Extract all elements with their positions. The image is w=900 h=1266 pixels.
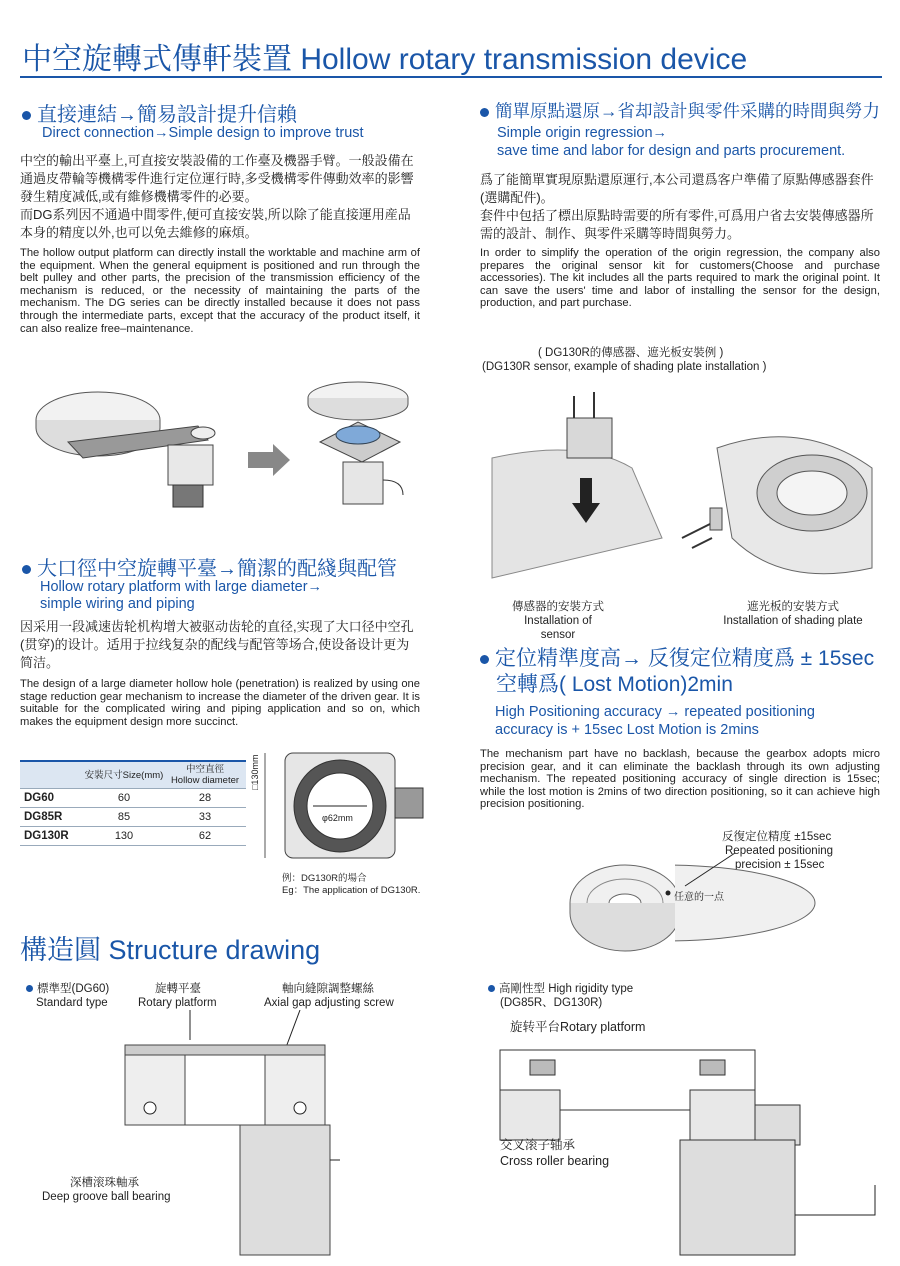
sec4-en-para: The mechanism part have no backlash, because the gearbox adopts micro precision gear, and it can eliminate the backlash through its own adjusting mechanism. The repeated positioning accuracy of single direction is 15sec; while the lost motion is 2mins of two direction positioning, so it can achieve high precision positioning.: [480, 748, 880, 811]
positioning-disc-illustration: [565, 848, 675, 968]
rigid-rotary-label: 旋转平台Rotary platform: [510, 1020, 646, 1034]
sec4-subheading-1: High Positioning accuracy → repeated positioning: [495, 704, 815, 720]
deep-groove-cn: 深槽滚珠軸承: [70, 1177, 139, 1189]
rotary-platform-cn: 旋轉平臺: [155, 983, 201, 995]
dim-side-label: □130mm: [250, 754, 260, 790]
sensor-installation-illustration: [482, 378, 882, 593]
title-underline: [20, 76, 882, 78]
standard-type-label: 標準型(DG60): [26, 982, 109, 996]
axial-gap-en: Axial gap adjusting screw: [264, 997, 394, 1009]
axial-gap-cn: 軸向縫隙調整螺絲: [282, 983, 374, 995]
rotary-platform-en: Rotary platform: [138, 997, 217, 1009]
sec2-subheading-1: Simple origin regression→: [497, 125, 668, 141]
sec3-subheading-2: simple wiring and piping: [40, 596, 195, 612]
sec1-en-para: The hollow output platform can directly install the worktable and machine arm of the equipment. When the general equipment is positioned and run through the belt pulley and other parts, the precision of the transmission efficiency of the mechanism is reduced, or the necessity of maintaining the parts of the mechanism. The DG series can be directly installed because it does not pass through the intermediate parts, except that the accuracy of the product itself, it can also realize free–maintenance.: [20, 247, 420, 335]
sec3-heading: 大口徑中空旋轉平臺→簡潔的配綫與配管: [22, 552, 397, 581]
bullet-icon: [26, 985, 33, 992]
dim-hole-label: φ62mm: [322, 813, 353, 823]
sec1-heading: 直接連結→簡易設計提升信賴: [22, 98, 297, 127]
standard-type-cross-section: [120, 1010, 340, 1260]
sec3-subheading-1: Hollow rotary platform with large diameter→: [40, 579, 323, 595]
sec3-cn-para: 因采用一段减速齿轮机构增大被驱动齿轮的直径,实现了大口径中空孔(贯穿)的设计。适用于拉线复杂的配线与配管等场合,使设备设计更为简洁。: [20, 619, 414, 670]
table-row: DG60 60 28: [20, 789, 246, 808]
sec1-cn-para2: 而DG系列因不通過中間零件,便可直接安裝,所以除了能直接運用産品本身的精度以外,也可以免去維修的麻煩。: [20, 207, 411, 240]
page-title: 中空旋轉式傳軒裝置 Hollow rotary transmission device: [22, 43, 748, 76]
table-header-hollow: 中空直徑 Hollow diameter: [164, 761, 246, 789]
sec1-cn-para1: 中空的輸出平臺上,可直接安裝設備的工作臺及機器手臂。一般設備在通過皮帶輪等機構零件進行定位運行時,多受機構零件傳動效率的影響發生精度减低,或有維修機構零件的必要。: [20, 153, 414, 204]
structure-title: 構造圓 Structure drawing: [20, 935, 321, 965]
table-row: DG85R 85 33: [20, 808, 246, 827]
sec4-heading-2: 空轉爲( Lost Motion)2min: [496, 673, 733, 696]
sensor-caption-en: (DG130R sensor, example of shading plate installation ): [482, 361, 767, 373]
bullet-icon: [480, 108, 489, 117]
bullet-icon: [480, 655, 489, 664]
arbitrary-point-label: 任意的一点: [674, 892, 724, 903]
bullet-icon: [22, 111, 31, 120]
sec2-en-para: In order to simplify the operation of the origin regression, the company also prepares the original sensor kit for customers(Choose and purchase accessories). The kit includes all the parts required to mark the original point. It can save the users' time and labor of installing the sensor for the design, production, and part purchase.: [480, 247, 880, 310]
accuracy-disc-right: [675, 848, 835, 968]
accuracy-label-en-1: Repeated positioning: [725, 845, 834, 857]
rigid-models-label: (DG85R、DG130R): [500, 997, 603, 1009]
sec2-cn-para1: 爲了能簡單實現原點還原運行,本公司還爲客户準備了原點傳感器套件(選購配件)。: [480, 172, 874, 205]
accuracy-label-cn: 反復定位精度 ±15sec: [722, 831, 832, 843]
bullet-icon: [488, 985, 495, 992]
sec4-subheading-2: accuracy is + 15sec Lost Motion is 2mins: [495, 722, 759, 738]
cross-roller-en: Cross roller bearing: [500, 1154, 610, 1168]
dg130r-caption: 例：DG130R的場合 Eg：The application of DG130R.: [282, 873, 421, 896]
sec2-cn-para2: 套件中包括了標出原點時需要的所有零件,可爲用户省去安裝傳感器所需的設計、制作、與零件采購等時間與勞力。: [480, 208, 874, 241]
rigid-type-label: 高剛性型 High rigidity type: [488, 982, 633, 996]
standard-type-en: Standard type: [36, 997, 108, 1009]
table-header-size: 安裝尺寸Size(mm): [84, 761, 164, 789]
table-row: DG130R 130 62: [20, 827, 246, 846]
table-header-row: [20, 761, 246, 789]
shading-install-label: 遮光板的安裝方式 Installation of shading plate: [723, 601, 863, 627]
sec4-heading-1: 定位精準度高→ 反復定位精度爲 ± 15sec: [480, 642, 874, 672]
sec2-subheading-2: save time and labor for design and parts procurement.: [497, 143, 846, 159]
accuracy-label-en-2: precision ± 15sec: [735, 859, 825, 871]
dg130r-hollow-illustration: [255, 748, 435, 863]
sec3-en-para: The design of a large diameter hollow hole (penetration) is realized by using one stage reduction gear mechanism to increase the diameter of the driven gear. It is suitable for the complicated wiring and piping application and so on, which makes the equipment design more succinct.: [20, 678, 420, 728]
hollow-diameter-table: [20, 760, 246, 846]
sensor-install-label: 傳感器的安裝方式 Installation of sensor: [512, 601, 604, 641]
direct-connection-illustration: [28, 380, 428, 520]
deep-groove-en: Deep groove ball bearing: [42, 1191, 171, 1203]
sec2-heading: 簡單原點還原→省却設計與零件采購的時間與勞力: [480, 98, 880, 123]
bullet-icon: [22, 565, 31, 574]
sensor-caption-cn: ( DG130R的傳感器、遮光板安裝例 ): [538, 347, 724, 359]
cross-roller-cn: 交叉滚子轴承: [500, 1138, 576, 1152]
sec1-subheading: Direct connection→Simple design to improve trust: [42, 125, 364, 141]
